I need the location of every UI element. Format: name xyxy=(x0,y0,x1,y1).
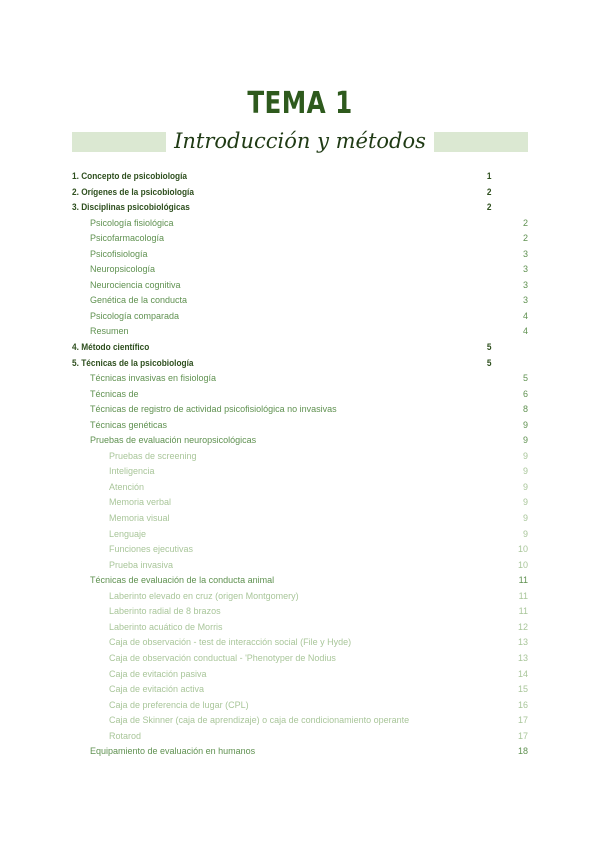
subtitle-text: Introducción y métodos xyxy=(166,124,434,158)
toc-entry-page: 10 xyxy=(517,544,528,555)
toc-entry-label: 1. Concepto de psicobiología xyxy=(72,171,188,181)
toc-entry-page: 13 xyxy=(517,652,528,663)
toc-entry-page: 11 xyxy=(518,575,528,586)
toc-entry-label: Técnicas de xyxy=(90,388,139,399)
toc-entry[interactable] xyxy=(72,729,528,745)
toc-entry-page: 9 xyxy=(522,450,528,461)
toc-entry-label: Técnicas de registro de actividad psicofisiológica no invasivas xyxy=(90,404,337,415)
toc-entry[interactable] xyxy=(72,558,528,574)
subtitle xyxy=(0,124,600,158)
toc-entry-page: 9 xyxy=(522,466,528,477)
toc-entry-page: 12 xyxy=(517,621,528,632)
toc-entry-page: 9 xyxy=(522,419,528,430)
toc-entry-page: 10 xyxy=(517,559,528,570)
toc-entry-page: 2 xyxy=(522,233,528,244)
toc-entry-label: Laberinto elevado en cruz (origen Montgomery) xyxy=(109,590,299,601)
toc-entry[interactable] xyxy=(72,231,528,247)
toc-entry-label: 4. Método científico xyxy=(72,342,150,353)
toc-entry[interactable] xyxy=(72,464,528,480)
toc-entry-label: Atención xyxy=(109,481,145,492)
toc-entry-page: 9 xyxy=(522,435,528,446)
toc-entry[interactable] xyxy=(72,635,528,651)
toc-entry-label: Laberinto radial de 8 brazos xyxy=(109,606,221,617)
toc-entry-label: Psicofarmacología xyxy=(90,233,165,244)
toc-entry[interactable] xyxy=(72,356,492,372)
toc-entry-page: 1 xyxy=(486,171,492,181)
toc-entry-page: 3 xyxy=(522,248,528,259)
toc-entry-page: 11 xyxy=(518,606,528,617)
toc-entry[interactable] xyxy=(72,511,528,527)
toc-entry[interactable] xyxy=(72,589,528,605)
toc-entry[interactable] xyxy=(72,262,528,278)
toc-entry-label: Técnicas invasivas en fisiología xyxy=(90,373,217,384)
toc-entry[interactable] xyxy=(72,200,492,216)
toc-entry-label: Técnicas de evaluación de la conducta animal xyxy=(90,575,275,586)
toc-entry-page: 14 xyxy=(517,668,528,679)
toc-entry-label: Caja de observación - test de interacción social (File y Hyde) xyxy=(109,637,352,648)
toc-entry[interactable] xyxy=(72,247,528,263)
toc-entry-page: 8 xyxy=(522,404,528,415)
toc-entry-page: 9 xyxy=(522,528,528,539)
toc-entry[interactable] xyxy=(72,216,528,232)
toc-entry[interactable] xyxy=(72,278,528,294)
toc-entry-label: Genética de la conducta xyxy=(90,295,188,306)
toc-entry-label: Resumen xyxy=(90,326,129,337)
toc-entry-label: Equipamiento de evaluación en humanos xyxy=(90,746,256,757)
toc-entry-label: Psicología fisiológica xyxy=(90,217,174,228)
toc-entry[interactable] xyxy=(72,449,528,465)
toc-entry[interactable] xyxy=(72,667,528,683)
toc-entry-page: 9 xyxy=(522,513,528,524)
toc-entry-page: 15 xyxy=(517,684,528,695)
page-title: TEMA 1 xyxy=(247,86,353,121)
toc-entry[interactable] xyxy=(72,324,528,340)
toc-entry[interactable] xyxy=(72,387,528,403)
toc-entry-label: Rotarod xyxy=(109,730,142,741)
toc-entry-label: Pruebas de screening xyxy=(109,450,197,461)
toc-entry[interactable] xyxy=(72,682,528,698)
toc-entry-label: Psicofisiología xyxy=(90,248,148,259)
toc-entry-page: 5 xyxy=(522,373,528,384)
toc-entry-page: 9 xyxy=(522,497,528,508)
toc-entry-label: Funciones ejecutivas xyxy=(109,544,194,555)
toc-entry-label: Caja de observación conductual - 'Phenotyper de Nodius xyxy=(109,652,336,663)
toc-entry[interactable] xyxy=(72,620,528,636)
toc-entry[interactable] xyxy=(72,340,492,356)
toc-entry-page: 16 xyxy=(517,699,528,710)
toc-entry[interactable] xyxy=(72,418,528,434)
table-of-contents xyxy=(72,169,528,760)
toc-entry[interactable] xyxy=(72,495,528,511)
toc-entry[interactable] xyxy=(72,402,528,418)
toc-entry-page: 11 xyxy=(518,590,528,601)
toc-entry-page: 13 xyxy=(517,637,528,648)
toc-entry-label: Neuropsicología xyxy=(90,264,156,275)
toc-entry[interactable] xyxy=(72,185,492,201)
toc-entry-label: 2. Orígenes de la psicobiología xyxy=(72,186,194,197)
toc-entry-page: 6 xyxy=(522,388,528,399)
toc-entry-page: 2 xyxy=(486,186,492,197)
toc-entry-page: 2 xyxy=(486,202,492,213)
toc-entry-label: Caja de Skinner (caja de aprendizaje) o caja de condicionamiento operante xyxy=(109,715,410,726)
toc-entry-label: Técnicas genéticas xyxy=(90,419,168,430)
toc-entry[interactable] xyxy=(72,480,528,496)
toc-entry-page: 18 xyxy=(517,746,528,757)
toc-entry-page: 4 xyxy=(522,310,528,321)
toc-entry-label: 5. Técnicas de la psicobiología xyxy=(72,357,194,368)
toc-entry-page: 9 xyxy=(522,481,528,492)
toc-entry-page: 3 xyxy=(522,279,528,290)
toc-entry[interactable] xyxy=(72,744,528,760)
toc-entry[interactable] xyxy=(72,573,528,589)
toc-entry-label: Neurociencia cognitiva xyxy=(90,279,181,290)
toc-entry-label: Memoria verbal xyxy=(109,497,172,508)
toc-entry-page: 5 xyxy=(486,342,492,353)
toc-entry-label: Inteligencia xyxy=(109,466,155,477)
toc-entry-page: 3 xyxy=(522,295,528,306)
toc-entry[interactable] xyxy=(72,293,528,309)
toc-entry[interactable] xyxy=(72,433,528,449)
toc-entry-label: Caja de evitación pasiva xyxy=(109,668,207,679)
toc-entry-page: 3 xyxy=(522,264,528,275)
toc-entry[interactable] xyxy=(72,542,528,558)
toc-entry-label: Caja de preferencia de lugar (CPL) xyxy=(109,699,249,710)
toc-entry-page: 4 xyxy=(522,326,528,337)
toc-entry[interactable] xyxy=(72,527,528,543)
toc-entry-page: 2 xyxy=(522,217,528,228)
toc-entry-label: 3. Disciplinas psicobiológicas xyxy=(72,202,190,213)
toc-entry-label: Memoria visual xyxy=(109,513,170,524)
toc-entry[interactable] xyxy=(72,169,492,185)
toc-entry[interactable] xyxy=(72,698,528,714)
toc-entry[interactable] xyxy=(72,604,528,620)
toc-entry-label: Laberinto acuático de Morris xyxy=(109,621,223,632)
toc-entry[interactable] xyxy=(72,651,528,667)
toc-entry-page: 17 xyxy=(517,715,528,726)
toc-entry[interactable] xyxy=(72,713,528,729)
toc-entry[interactable] xyxy=(72,309,528,325)
toc-entry-page: 17 xyxy=(517,730,528,741)
toc-entry-label: Lenguaje xyxy=(109,528,147,539)
toc-entry[interactable] xyxy=(72,371,528,387)
toc-entry-label: Psicología comparada xyxy=(90,310,180,321)
toc-entry-label: Pruebas de evaluación neuropsicológicas xyxy=(90,435,257,446)
toc-entry-label: Prueba invasiva xyxy=(109,559,174,570)
toc-entry-label: Caja de evitación activa xyxy=(109,684,205,695)
toc-entry-page: 5 xyxy=(486,357,492,368)
